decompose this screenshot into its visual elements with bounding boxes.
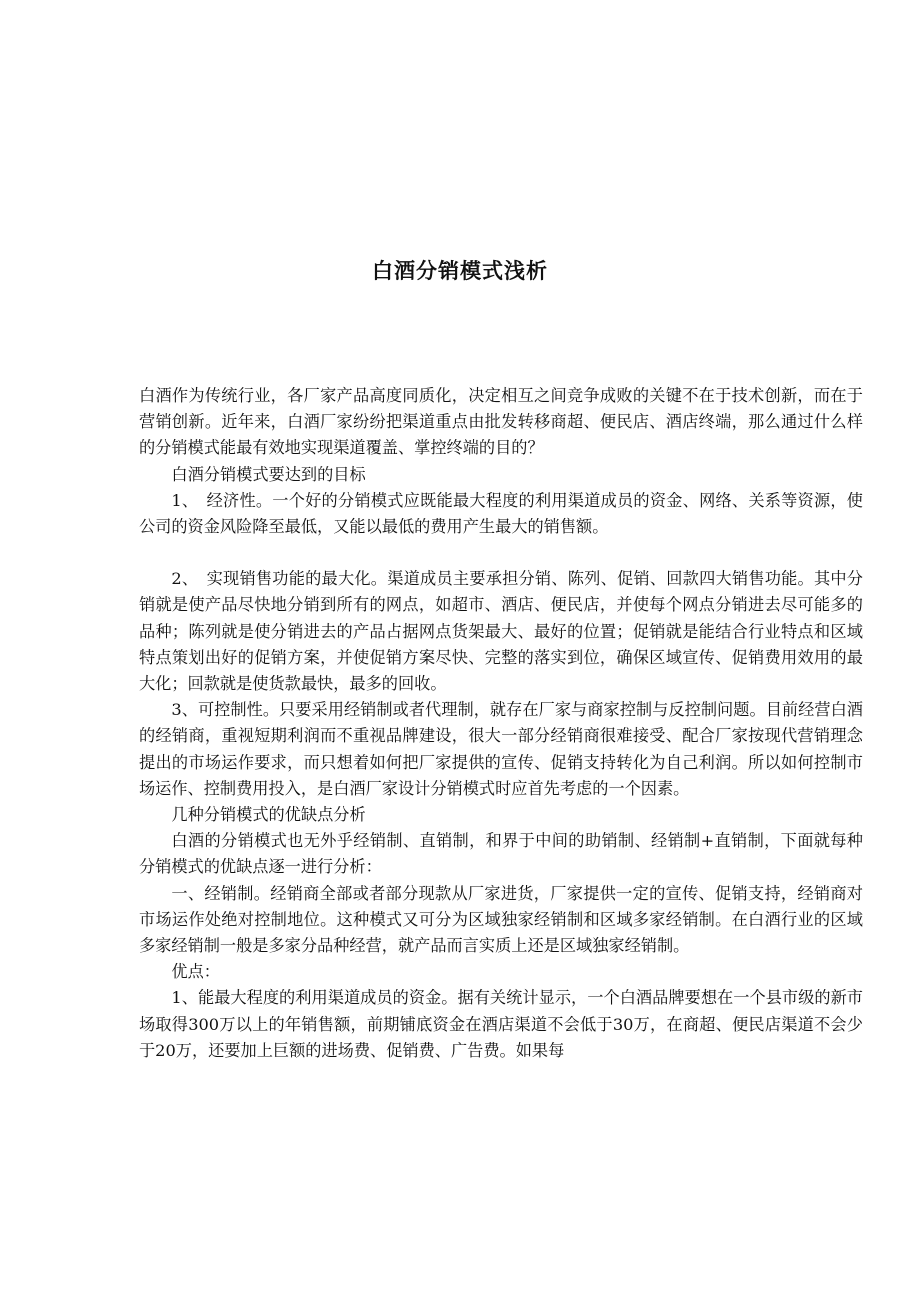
document-body: [139, 383, 863, 1064]
goal-control-paragraph: 3、可控制性。只要采用经销制或者代理制，就存在厂家与商家控制与反控制问题。目前经营白酒的经销商，重视短期利润而不重视品牌建设，很大一部分经销商很难接受、配合厂家按现代营销理念提出的市场运作要求，而只想着如何把厂家提供的宣传、促销支持转化为自己利润。所以如何控制市场运作、控制费用投入，是白酒厂家设计分销模式时应首先考虑的一个因素。: [139, 700, 863, 798]
analysis-intro-paragraph: 白酒的分销模式也无外乎经销制、直销制，和界于中间的助销制、经销制+直销制，下面就每种分销模式的优缺点逐一进行分析：: [139, 831, 863, 877]
goal-economy-paragraph: 1、 经济性。一个好的分销模式应既能最大程度的利用渠道成员的资金、网络、关系等资源，使公司的资金风险降至最低，又能以最低的费用产生最大的销售额。: [139, 490, 863, 537]
goal-sales-function-paragraph: 2、 实现销售功能的最大化。渠道成员主要承担分销、陈列、促销、回款四大销售功能。其中分销就是使产品尽快地分销到所有的网点，如超市、酒店、便民店，并使每个网点分销进去尽可能多的品种；陈列就是使分销进去的产品占据网点货架最大、最好的位置；促销就是能结合行业特点和区域特点策划出好的促销方案，并使促销方案尽快、完整的落实到位，确保区域宣传、促销费用效用的最大化；回款就是使货款最快，最多的回收。: [139, 569, 863, 694]
document-title: 白酒分销模式浅析: [372, 259, 548, 283]
paragraph-gap: [139, 540, 863, 566]
section-heading-analysis: 几种分销模式的优缺点分析: [171, 805, 366, 825]
distribution-model-paragraph: 一、经销制。经销商全部或者部分现款从厂家进货，厂家提供一定的宣传、促销支持，经销商对市场运作处绝对控制地位。这种模式又可分为区域独家经销制和区域多家经销制。在白酒行业的区域多家经销制一般是多家分品种经营，就产品而言实质上还是区域独家经销制。: [139, 883, 863, 956]
advantages-heading: 优点：: [171, 962, 220, 982]
advantage-1-paragraph: 1、能最大程度的利用渠道成员的资金。据有关统计显示，一个白酒品牌要想在一个县市级的新市场取得300万以上的年销售额，前期铺底资金在酒店渠道不会低于30万，在商超、便民店渠道不会少于20万，还要加上巨额的进场费、促销费、广告费。如果每: [139, 988, 863, 1060]
section-heading-goals: 白酒分销模式要达到的目标: [171, 464, 366, 484]
intro-paragraph: 白酒作为传统行业，各厂家产品高度同质化，决定相互之间竞争成败的关键不在于技术创新，而在于营销创新。近年来，白酒厂家纷纷把渠道重点由批发转移商超、便民店、酒店终端，那么通过什么样的分销模式能最有效地实现渠道覆盖、掌控终端的目的？: [139, 386, 863, 458]
